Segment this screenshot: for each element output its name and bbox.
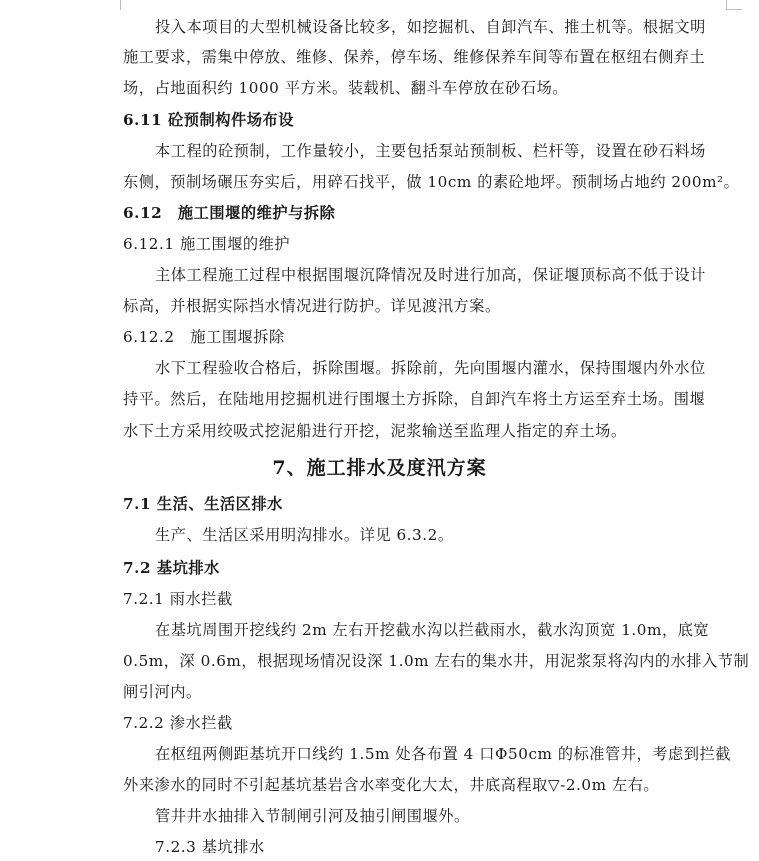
paragraph-line: 施工要求，需集中停放、维修、保养，停车场、维修保养车间等布置在枢纽右侧弃土	[123, 48, 706, 66]
paragraph-line: 生产、生活区采用明沟排水。详见 6.3.2。	[155, 526, 454, 544]
section-heading-6-12: 6.12 施工围堰的维护与拆除	[123, 204, 336, 222]
subsection-heading-7-2-2: 7.2.2 渗水拦截	[123, 714, 233, 732]
paragraph-line: 水下工程验收合格后，拆除围堰。拆除前，先向围堰内灌水，保持围堰内外水位	[155, 359, 706, 377]
subsection-heading-6-12-2: 6.12.2 施工围堰拆除	[123, 328, 285, 346]
paragraph-line: 在基坑周围开挖线约 2m 左右开挖截水沟以拦截雨水，截水沟顶宽 1.0m，底宽	[155, 621, 710, 639]
paragraph-line: 水下土方采用绞吸式挖泥船进行开挖，泥浆输送至监理人指定的弃土场。	[123, 422, 627, 440]
paragraph-line: 持平。然后，在陆地用挖掘机进行围堰土方拆除，自卸汽车将土方运至弃土场。围堰	[123, 390, 706, 408]
paragraph-line: 0.5m，深 0.6m，根据现场情况设深 1.0m 左右的集水井，用泥浆泵将沟内的水排入节制	[123, 652, 750, 670]
paragraph-line: 外来渗水的同时不引起基坑基岩含水率变化大太，井底高程取▽-2.0m 左右。	[123, 776, 660, 794]
section-heading-6-11: 6.11 砼预制构件场布设	[123, 111, 294, 129]
section-heading-7-2: 7.2 基坑排水	[123, 559, 220, 577]
section-heading-7-1: 7.1 生活、生活区排水	[123, 495, 283, 513]
subsection-heading-7-2-1: 7.2.1 雨水拦截	[123, 590, 233, 608]
paragraph-line: 闸引河内。	[123, 683, 202, 701]
subsection-heading-6-12-1: 6.12.1 施工围堰的维护	[123, 235, 291, 253]
paragraph-line: 标高，并根据实际挡水情况进行防护。详见渡汛方案。	[123, 297, 501, 315]
paragraph-line: 本工程的砼预制，工作量较小，主要包括泵站预制板、栏杆等，设置在砂石料场	[155, 142, 706, 160]
paragraph-line: 主体工程施工过程中根据围堰沉降情况及时进行加高，保证堰顶标高不低于设计	[155, 266, 706, 284]
paragraph-line: 管井井水抽排入节制闸引河及抽引闸围堰外。	[155, 807, 470, 825]
chapter-title: 7、施工排水及度汛方案	[272, 457, 487, 479]
paragraph-line: 投入本项目的大型机械设备比较多，如挖掘机、自卸汽车、推土机等。根据文明	[155, 18, 706, 36]
paragraph-line: 东侧，预制场碾压夯实后，用碎石找平，做 10cm 的素砼地坪。预制场占地约 200m²。	[123, 173, 740, 191]
subsection-heading-7-2-3: 7.2.3 基坑排水	[155, 838, 265, 856]
paragraph-line: 场，占地面积约 1000 平方米。装载机、翻斗车停放在砂石场。	[123, 79, 569, 97]
paragraph-line: 在枢纽两侧距基坑开口线约 1.5m 处各布置 4 口Φ50cm 的标准管井，考虑到拦截	[155, 745, 731, 763]
